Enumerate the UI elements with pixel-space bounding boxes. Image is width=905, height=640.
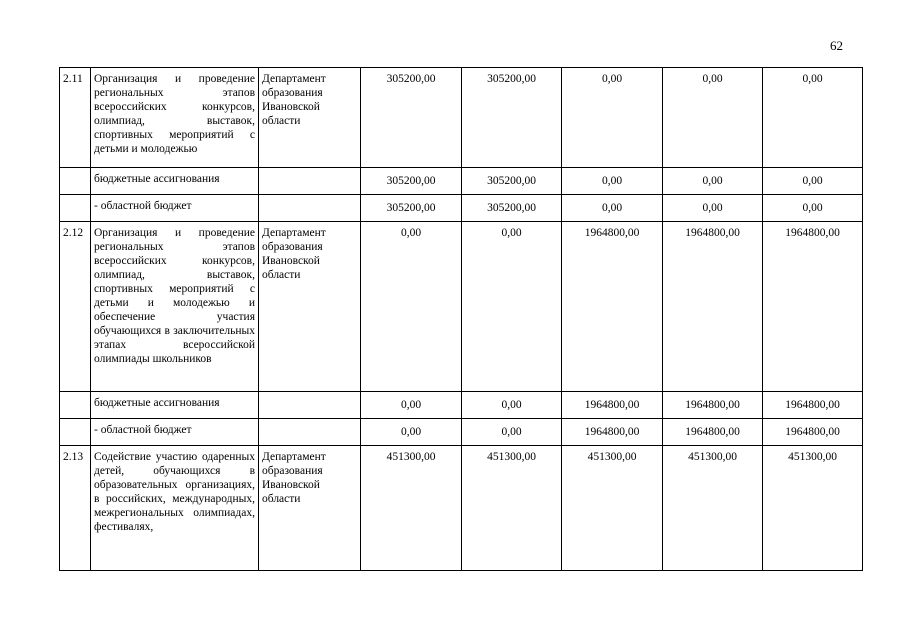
table-row <box>60 419 863 446</box>
value-cell: 305200,00 <box>361 68 462 168</box>
value-cell: 305200,00 <box>462 168 562 195</box>
value-cell: 1964800,00 <box>562 419 663 446</box>
row-department: Департамент образования Ивановской области <box>259 446 361 571</box>
value-cell: 0,00 <box>562 168 663 195</box>
value-cell: 0,00 <box>663 68 763 168</box>
value-cell: 305200,00 <box>462 68 562 168</box>
row-description: Организация и проведение региональных этапов всероссийских конкурсов, олимпиад, выставок, спортивных мероприятий с детьми и молодежью и обеспечение участия обучающихся в заключительных этапах всероссийской олимпиады школьников <box>91 222 259 392</box>
subrow-label: - областной бюджет <box>91 419 259 446</box>
value-cell: 1964800,00 <box>763 419 863 446</box>
value-cell: 1964800,00 <box>763 392 863 419</box>
value-cell: 0,00 <box>462 222 562 392</box>
value-cell: 0,00 <box>462 419 562 446</box>
value-cell: 1964800,00 <box>663 419 763 446</box>
value-cell: 1964800,00 <box>763 222 863 392</box>
budget-table <box>59 67 863 571</box>
empty-cell <box>259 392 361 419</box>
row-department: Департамент образования Ивановской области <box>259 222 361 392</box>
subrow-label: - областной бюджет <box>91 195 259 222</box>
subrow-label: бюджетные ассигнования <box>91 168 259 195</box>
value-cell: 1964800,00 <box>562 392 663 419</box>
row-number: 2.12 <box>60 222 91 392</box>
value-cell: 0,00 <box>462 392 562 419</box>
empty-cell <box>60 419 91 446</box>
value-cell: 1964800,00 <box>663 222 763 392</box>
value-cell: 0,00 <box>763 195 863 222</box>
value-cell: 451300,00 <box>763 446 863 571</box>
page-number: 62 <box>830 38 843 53</box>
subrow-label: бюджетные ассигнования <box>91 392 259 419</box>
value-cell: 451300,00 <box>462 446 562 571</box>
value-cell: 0,00 <box>663 195 763 222</box>
value-cell: 0,00 <box>361 419 462 446</box>
empty-cell <box>259 168 361 195</box>
value-cell: 305200,00 <box>361 195 462 222</box>
row-number: 2.13 <box>60 446 91 571</box>
row-number: 2.11 <box>60 68 91 168</box>
empty-cell <box>60 168 91 195</box>
table-row <box>60 168 863 195</box>
empty-cell <box>259 195 361 222</box>
value-cell: 1964800,00 <box>562 222 663 392</box>
row-description: Содействие участию одаренных детей, обучающихся в образовательных организациях, в российских, международных, межрегиональных олимпиадах, фестивалях, <box>91 446 259 571</box>
empty-cell <box>60 195 91 222</box>
row-description: Организация и проведение региональных этапов всероссийских конкурсов, олимпиад, выставок, спортивных мероприятий с детьми и молодежью <box>91 68 259 168</box>
row-department: Департамент образования Ивановской области <box>259 68 361 168</box>
table-row <box>60 446 863 571</box>
empty-cell <box>259 419 361 446</box>
table-row <box>60 392 863 419</box>
table-row <box>60 68 863 168</box>
value-cell: 0,00 <box>361 222 462 392</box>
value-cell: 451300,00 <box>361 446 462 571</box>
value-cell: 0,00 <box>361 392 462 419</box>
value-cell: 0,00 <box>562 68 663 168</box>
value-cell: 451300,00 <box>663 446 763 571</box>
table-row <box>60 195 863 222</box>
value-cell: 0,00 <box>763 68 863 168</box>
value-cell: 451300,00 <box>562 446 663 571</box>
table-row <box>60 222 863 392</box>
value-cell: 305200,00 <box>462 195 562 222</box>
value-cell: 305200,00 <box>361 168 462 195</box>
value-cell: 1964800,00 <box>663 392 763 419</box>
value-cell: 0,00 <box>763 168 863 195</box>
value-cell: 0,00 <box>562 195 663 222</box>
value-cell: 0,00 <box>663 168 763 195</box>
empty-cell <box>60 392 91 419</box>
